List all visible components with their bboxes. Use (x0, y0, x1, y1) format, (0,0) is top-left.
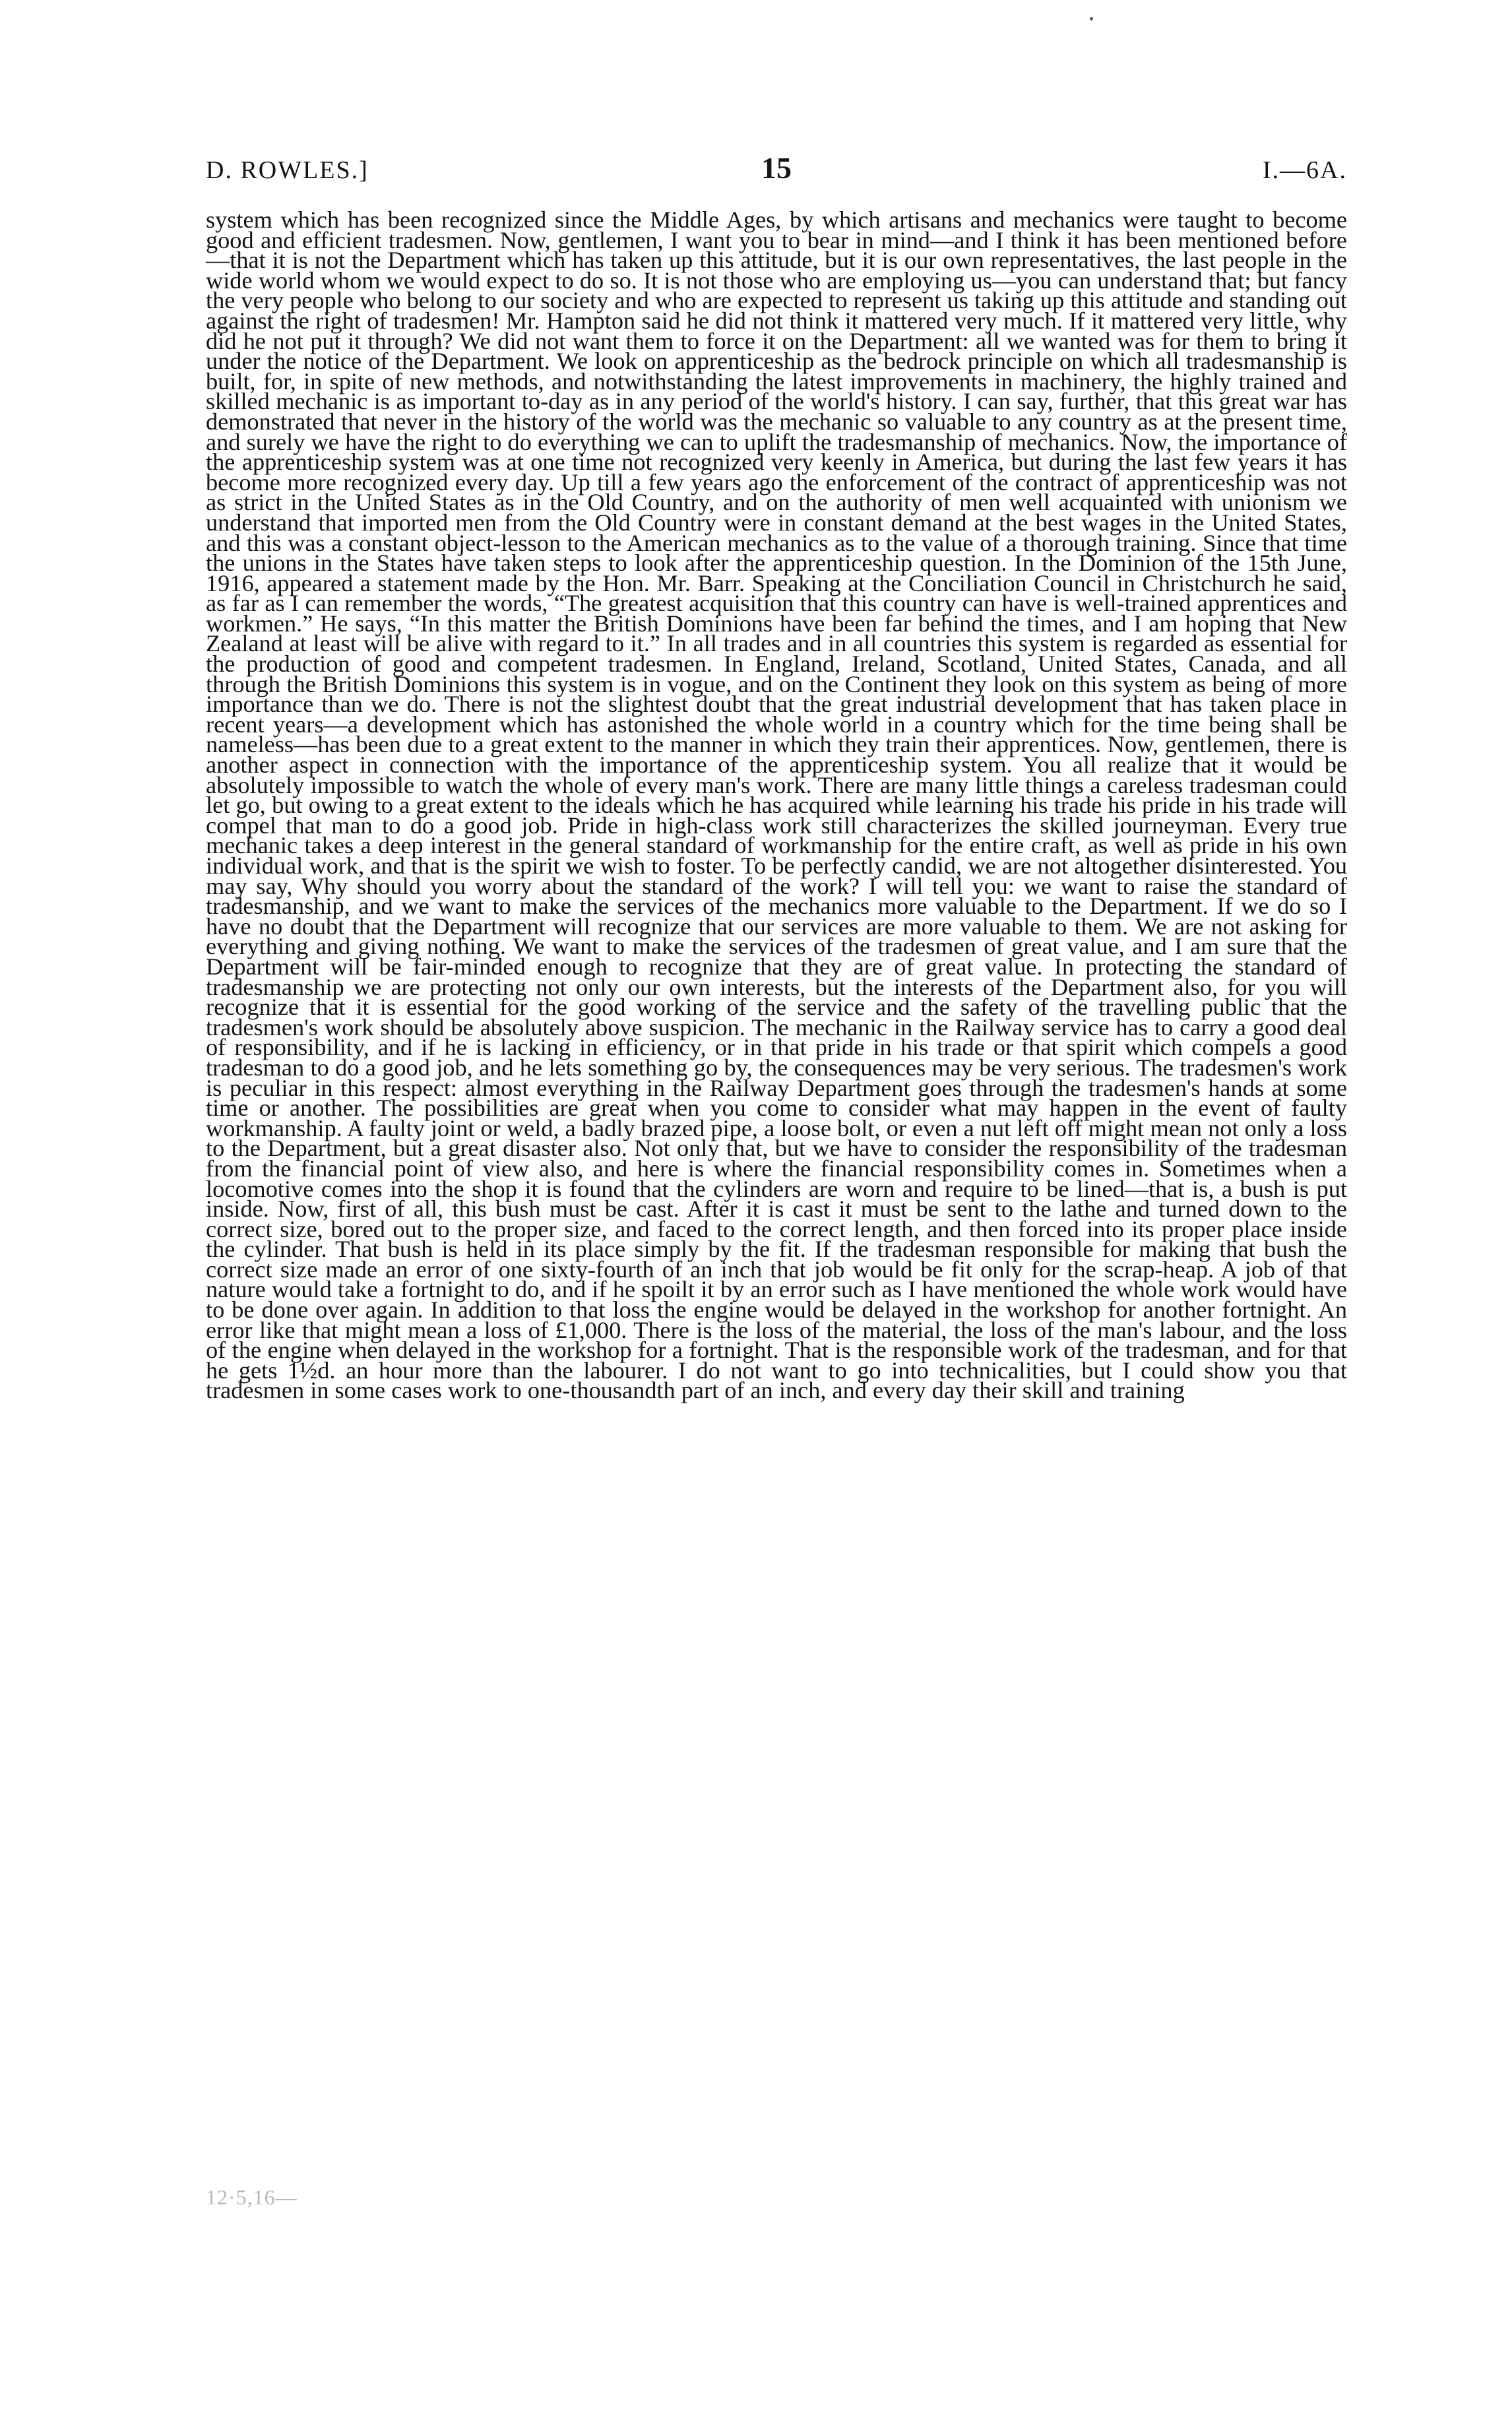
document-reference: I.—6A. (1262, 156, 1347, 184)
paragraph: system which has been recognized since the Middle Ages, by which artisans and mechanics were taught to become good and efficient tradesmen. Now, gentlemen, I want you to bear in mind—and I think it has been mentioned before—that it is not the Department which has taken up this attitude, but it is our own representatives, the last people in the wide world whom we would expect to do so. It is not those who are employing us—you can understand that; but fancy the very people who belong to our society and who are expected to represent us taking up this attitude and standing out against the right of tradesmen! Mr. Hampton said he did not think it mattered very much. If it mattered very little, why did he not put it through? We did not want them to force it on the Department: all we wanted was for them to bring it under the notice of the Department. We look on apprenticeship as the bedrock principle on which all tradesmanship is built, for, in spite of new methods, and notwithstanding the latest improvements in machinery, the highly trained and skilled mechanic is as important to-day as in any period of the world's history. I can say, further, that this great war has demonstrated that never in the history of the world was the mechanic so valuable to any country as at the present time, and surely we have the right to do everything we can to uplift the tradesmanship of mechanics. Now, the importance of the apprenticeship system was at one time not recognized very keenly in America, but during the last few years it has become more recognized every day. Up till a few years ago the enforcement of the contract of apprenticeship was not as strict in the United States as in the Old Country, and on the authority of men well acquainted with unionism we understand that imported men from the Old Country were in constant demand at the best wages in the United States, and this was a constant object-lesson to the American mechanics as to the value of a thorough training. Since that time the unions in the States have taken steps to look after the apprenticeship question. In the Dominion of the 15th June, 1916, appeared a statement made by the Hon. Mr. Barr. Speaking at the Conciliation Council in Christchurch he said, as far as I can remember the words, “The greatest acquisition that this country can have is well-trained apprentices and workmen.” He says, “In this matter the British Dominions have been far behind the times, and I am hoping that New Zealand at least will be alive with regard to it.” In all trades and in all countries this system is regarded as essential for the production of good and competent tradesmen. In England, Ireland, Scotland, United States, Canada, and all through the British Dominions this system is in vogue, and on the Continent they look on this system as being of more importance than we do. There is not the slightest doubt that the great industrial development that has taken place in recent years—a development which has astonished the whole world in a country which for the time being shall be nameless—has been due to a great extent to the manner in which they train their apprentices. Now, gentlemen, there is another aspect in connection with the importance of the apprenticeship system. You all realize that it would be absolutely impossible to watch the whole of every man's work. There are many little things a careless tradesman could let go, but owing to a great extent to the ideals which he has acquired while learning his trade his pride in his trade will compel that man to do a good job. Pride in high-class work still characterizes the skilled journeyman. Every true mechanic takes a deep interest in the general standard of workmanship for the entire craft, as well as pride in his own individual work, and that is the spirit we wish to foster. To be perfectly candid, we are not altogether disinterested. You may say, Why should you worry about the standard of the work? I will tell you: we want to raise the standard of tradesmanship, and we want to make the services of the mechanics more valuable to the Department. If we do so I have no doubt that the Department will recognize that our services are more valuable to them. We are not asking for everything and giving nothing. We want to make the services of the tradesmen of great value, and I am sure that the Department will be fair-minded enough to recognize that they are of great value. In protecting the standard of tradesmanship we are protecting not only our own interests, but the interests of the Department also, for you will recognize that it is essential for the good working of the service and the safety of the travelling public that the tradesmen's work should be absolutely above suspicion. The mechanic in the Railway service has to carry a good deal of responsibility, and if he is lacking in efficiency, or in that pride in his trade or that spirit which compels a good tradesman to do a good job, and he lets something go by, the consequences may be very serious. The tradesmen's work is peculiar in this respect: almost everything in the Railway Department goes through the tradesmen's hands at some time or another. The possibilities are great when you come to consider what may happen in the event of faulty workmanship. A faulty joint or weld, a badly brazed pipe, a loose bolt, or even a nut left off might mean not only a loss to the Department, but a great disaster also. Not only that, but we have to consider the responsibility of the tradesman from the financial point of view also, and here is where the financial responsibility comes in. Sometimes when a locomotive comes into the shop it is found that the cylinders are worn and require to be lined—that is, a bush is put inside. Now, first of all, this bush must be cast. After it is cast it must be sent to the lathe and turned down to the correct size, bored out to the proper size, and faced to the correct length, and then forced into its proper place inside the cylinder. That bush is held in its place simply by the fit. If the tradesman responsible for making that bush the correct size made an error of one sixty-fourth of an inch that job would be fit only for the scrap-heap. A job of that nature would take a fortnight to do, and if he spoilt it by an error such as I have mentioned the whole work would have to be done over again. In addition to that loss the engine would be delayed in the workshop for another fortnight. An error like that might mean a loss of £1,000. There is the loss of the material, the loss of the man's labour, and the loss of the engine when delayed in the workshop for a fortnight. That is the responsible work of the tradesman, and for that he gets 1½d. an hour more than the labourer. I do not want to go into technicalities, but I could show you that tradesmen in some cases work to one-thousandth part of an inch, and every day their skill and training (206, 207, 1347, 1404)
page-header (206, 150, 1347, 197)
ink-speck (1090, 17, 1093, 20)
body-text (206, 207, 1347, 1404)
printer-mark: 12·5,16— (206, 2185, 298, 2209)
page-number: 15 (761, 151, 792, 185)
speaker-name: D. ROWLES.] (206, 156, 369, 184)
